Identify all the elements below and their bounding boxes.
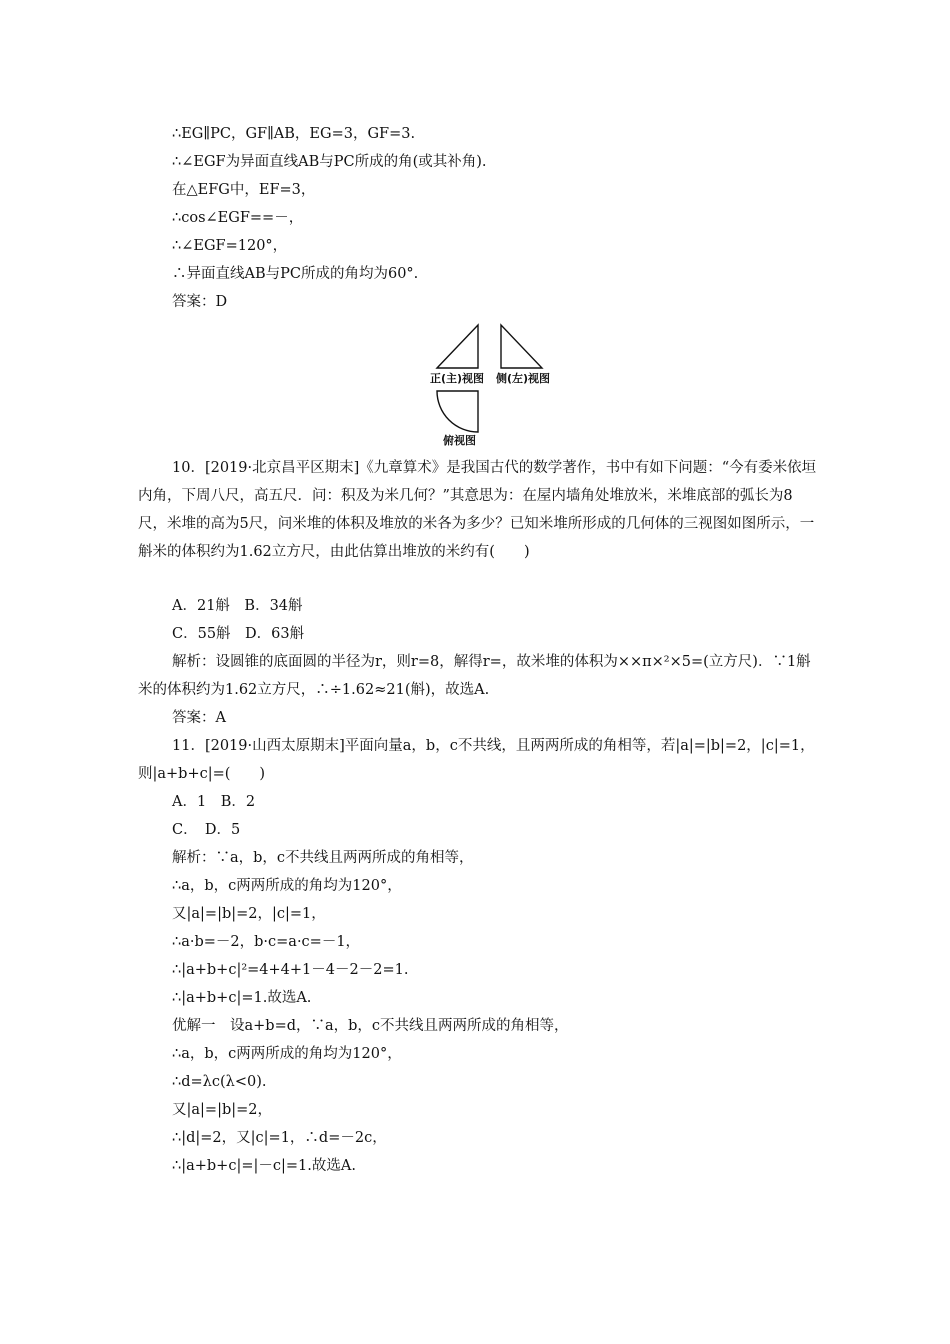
front-view-label: 正(主)视图	[430, 372, 485, 385]
question-10-answer: 答案：A	[172, 710, 226, 726]
answer-line: 答案：D	[172, 294, 228, 310]
question-11-options-cd: C． D．5	[172, 822, 241, 838]
solution-line: 又|a|=|b|=2，|c|=1，	[172, 906, 326, 922]
front-view-triangle	[437, 325, 478, 368]
top-view-label: 俯视图	[443, 434, 476, 447]
solution-line: ∴|a+b+c|²=4+4+1－4－2－2=1.	[172, 962, 409, 978]
question-10-analysis: 解析：设圆锥的底面圆的半径为r，则r=8，解得r=，故米堆的体积为××π×²×5=(立方尺)．∵1斛米的体积约为1.62立方尺，∴÷1.62≈21(斛)，故选A.	[138, 654, 811, 698]
question-11-text: 11．[2019·山西太原期末]平面向量a，b，c不共线，且两两所成的角相等，若|a|=|b|=2，|c|=1，则|a+b+c|=( )	[138, 738, 815, 782]
question-10-text: 10．[2019·北京昌平区期末]《九章算术》是我国古代的数学著作，书中有如下问题：“今有委米依垣内角，下周八尺，高五尺．问：积及为米几何？”其意思为：在屋内墙角处堆放米，米堆底部的弧长为8尺，米堆的高为5尺，问米堆的体积及堆放的米各为多少？已知米堆所形成的几何体的三视图如图所示，一斛米的体积约为1.62立方尺，由此估算出堆放的米约有( )	[138, 460, 817, 560]
text-line: ∴cos∠EGF==－，	[172, 210, 304, 226]
solution-line: ∴|a+b+c|=1.故选A.	[172, 990, 312, 1006]
solution-line: 解析：∵a，b，c不共线且两两所成的角相等，	[172, 850, 474, 866]
solution-line: ∴a·b=－2，b·c=a·c=－1，	[172, 934, 361, 950]
solution-line: 优解一 设a+b=d，∵a，b，c不共线且两两所成的角相等，	[172, 1018, 569, 1034]
question-10-options-ab: A．21斛 B．34斛	[172, 598, 303, 614]
question-11-options-ab: A．1 B．2	[172, 794, 256, 810]
solution-line: 又|a|=|b|=2，	[172, 1102, 272, 1118]
solution-line: ∴|d|=2，又|c|=1，∴d=－2c，	[172, 1130, 387, 1146]
text-line: ∴∠EGF为异面直线AB与PC所成的角(或其补角).	[172, 154, 487, 170]
text-line: ∴∠EGF=120°，	[172, 238, 288, 254]
top-view-quarter-circle	[437, 391, 478, 432]
solution-line: ∴d=λc(λ<0).	[172, 1074, 267, 1090]
text-line: ∴异面直线AB与PC所成的角均为60°.	[172, 266, 419, 282]
solution-line: ∴a，b，c两两所成的角均为120°，	[172, 1046, 402, 1062]
question-10-options-cd: C．55斛 D．63斛	[172, 626, 305, 642]
text-line: ∴EG∥PC，GF∥AB，EG=3，GF=3.	[172, 126, 416, 142]
side-view-label: 侧(左)视图	[496, 372, 551, 385]
side-view-triangle	[501, 325, 542, 368]
solution-line: ∴|a+b+c|=|－c|=1.故选A.	[172, 1158, 356, 1174]
text-line: 在△EFG中，EF=3，	[172, 182, 316, 198]
solution-line: ∴a，b，c两两所成的角均为120°，	[172, 878, 402, 894]
